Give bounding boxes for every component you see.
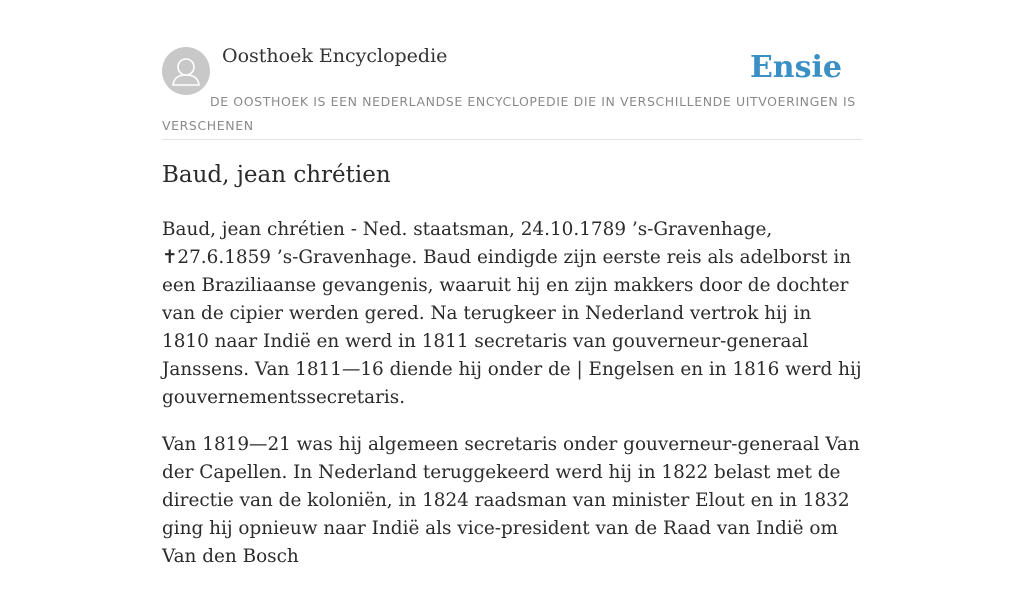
brand-logo-link[interactable]: Ensie xyxy=(749,50,842,85)
avatar[interactable] xyxy=(162,47,210,95)
article-paragraph: Van 1819—21 was hij algemeen secretaris onder gouverneur-generaal Van der Capellen. In Nederland teruggekeerd werd hij in 1822 belast met de directie van de koloniën, in 1824 raadsman van minister Elout en in 1832 ging hij opnieuw naar Indië als vice-president van de Raad van Indië om Van den Bosch xyxy=(162,434,860,567)
page-container xyxy=(162,0,862,567)
site-header xyxy=(162,0,862,140)
site-title[interactable]: Oosthoek Encyclopedie xyxy=(222,45,448,67)
article-title: Baud, jean chrétien xyxy=(162,162,391,188)
site-tagline: DE OOSTHOEK IS EEN NEDERLANDSE ENCYCLOPEDIE DIE IN VERSCHILLENDE UITVOERINGEN IS VERSCHENEN xyxy=(162,94,856,133)
article-body xyxy=(162,216,862,590)
article-paragraph: Baud, jean chrétien - Ned. staatsman, 24.10.1789 ’s-Gravenhage, ✝27.6.1859 ’s-Gravenhage. Baud eindigde zijn eerste reis als adelborst in een Braziliaanse gevangenis, waaruit hij en zijn makkers door de dochter van de cipier werden gered. Na terugkeer in Nederland vertrok hij in 1810 naar Indië en werd in 1811 secretaris van gouverneur-generaal Janssens. Van 1811—16 diende hij onder de | Engelsen en in 1816 werd hij gouvernementssecretaris. xyxy=(162,219,862,408)
user-icon xyxy=(162,47,210,95)
